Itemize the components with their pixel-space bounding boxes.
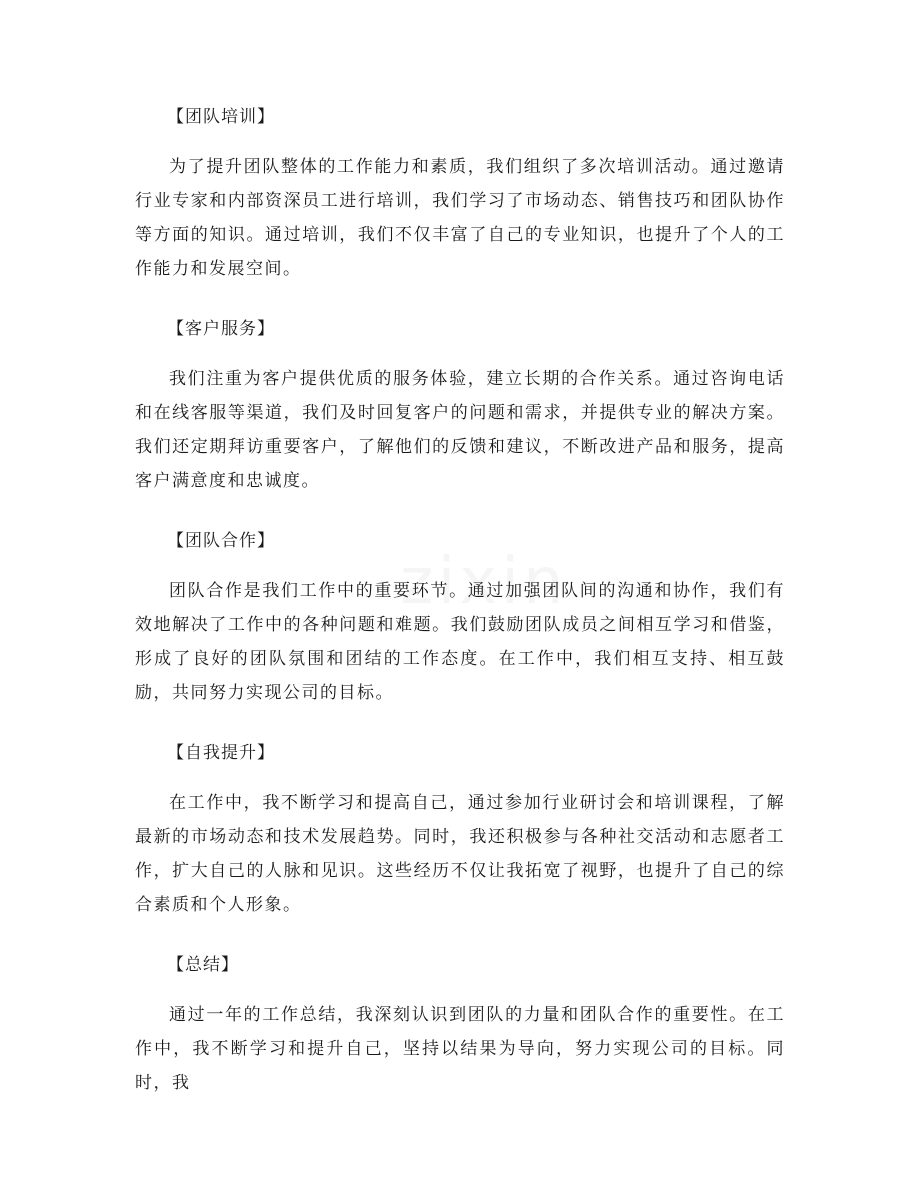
section-summary: [135, 948, 785, 1100]
section-teamwork: [135, 524, 785, 736]
section-paragraph: 为了提升团队整体的工作能力和素质，我们组织了多次培训活动。通过邀请行业专家和内部资深员工进行培训，我们学习了市场动态、销售技巧和团队协作等方面的知识。通过培训，我们不仅丰富了自己的专业知识，也提升了个人的工作能力和发展空间。: [135, 157, 785, 279]
section-heading: 【团队培训】: [167, 107, 275, 127]
section-team-training: [135, 100, 785, 312]
section-paragraph: 团队合作是我们工作中的重要环节。通过加强团队间的沟通和协作，我们有效地解决了工作中的各种问题和难题。我们鼓励团队成员之间相互学习和借鉴，形成了良好的团队氛围和团结的工作态度。在工作中，我们相互支持、相互鼓励，共同努力实现公司的目标。: [135, 581, 785, 703]
document-content: [135, 100, 785, 1100]
section-heading: 【客户服务】: [167, 319, 275, 339]
section-heading: 【总结】: [167, 955, 239, 975]
section-paragraph: 在工作中，我不断学习和提高自己，通过参加行业研讨会和培训课程，了解最新的市场动态和技术发展趋势。同时，我还积极参与各种社交活动和志愿者工作，扩大自己的人脉和见识。这些经历不仅让我拓宽了视野，也提升了自己的综合素质和个人形象。: [135, 793, 785, 915]
section-self-improvement: [135, 736, 785, 948]
section-customer-service: [135, 312, 785, 524]
section-paragraph: 通过一年的工作总结，我深刻认识到团队的力量和团队合作的重要性。在工作中，我不断学习和提升自己，坚持以结果为导向，努力实现公司的目标。同时，我: [135, 1005, 785, 1093]
section-heading: 【团队合作】: [167, 531, 275, 551]
section-heading: 【自我提升】: [167, 743, 275, 763]
section-paragraph: 我们注重为客户提供优质的服务体验，建立长期的合作关系。通过咨询电话和在线客服等渠道，我们及时回复客户的问题和需求，并提供专业的解决方案。我们还定期拜访重要客户，了解他们的反馈和建议，不断改进产品和服务，提高客户满意度和忠诚度。: [135, 369, 785, 491]
